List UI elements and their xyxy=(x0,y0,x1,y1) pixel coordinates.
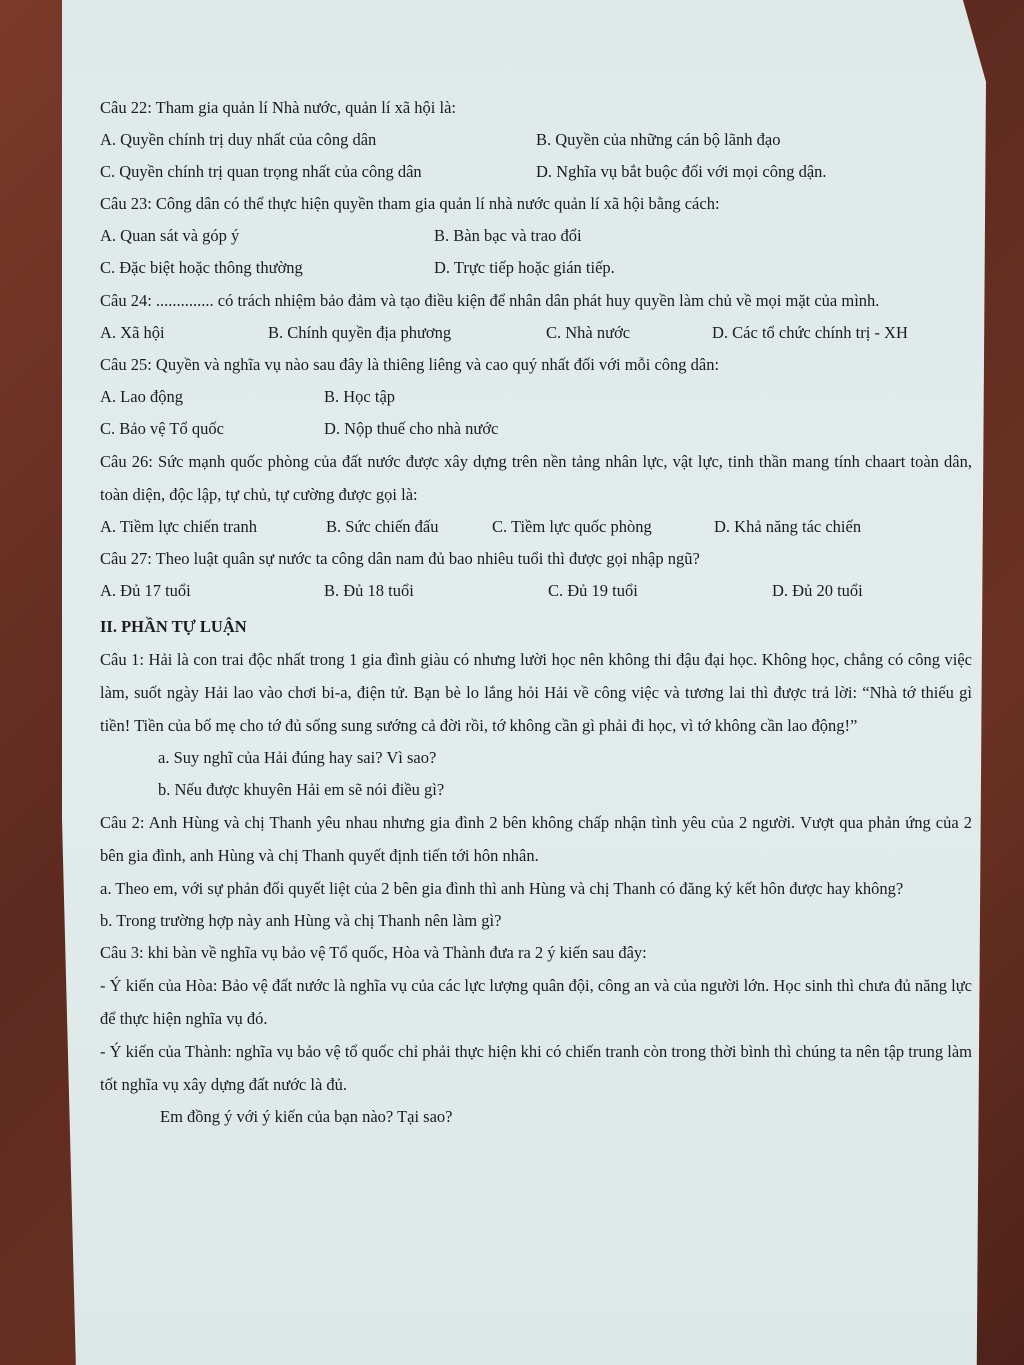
q26-option-b: B. Sức chiến đấu xyxy=(326,517,439,536)
q23-options-row-1 xyxy=(100,220,972,252)
question-26: Câu 26: Sức mạnh quốc phòng của đất nước được xây dựng trên nền tảng nhân lực, vật lực, tinh thần mang tính chaart toàn dân, toàn diện, độc lập, tự chủ, tự cường được gọi là: xyxy=(100,452,972,504)
question-24: Câu 24: .............. có trách nhiệm bảo đảm và tạo điều kiện để nhân dân phát huy quyền làm chủ về mọi mặt của mình. xyxy=(100,291,880,310)
question-27: Câu 27: Theo luật quân sự nước ta công dân nam đủ bao nhiêu tuổi thì được gọi nhập ngũ? xyxy=(100,549,700,568)
essay-question-3: Câu 3: khi bàn về nghĩa vụ bảo vệ Tổ quốc, Hòa và Thành đưa ra 2 ý kiến sau đây: xyxy=(100,943,647,962)
q22-option-c: C. Quyền chính trị quan trọng nhất của công dân xyxy=(100,162,422,181)
q27-option-d: D. Đủ 20 tuổi xyxy=(772,581,863,600)
section-title: II. PHẦN TỰ LUẬN xyxy=(100,617,247,636)
q23-options-row-2 xyxy=(100,252,972,284)
q27-option-c: C. Đủ 19 tuổi xyxy=(548,581,638,600)
essay3-opinion-thanh: - Ý kiến của Thành: nghĩa vụ bảo vệ tổ quốc chỉ phải thực hiện khi có chiến tranh còn trong thời bình thì chúng ta nên tập trung làm tốt nghĩa vụ xây dựng đất nước là đủ. xyxy=(100,1042,972,1094)
q23-option-a: A. Quan sát và góp ý xyxy=(100,226,240,245)
q26-option-c: C. Tiềm lực quốc phòng xyxy=(492,517,652,536)
q26-option-a: A. Tiềm lực chiến tranh xyxy=(100,517,257,536)
q24-options-row xyxy=(100,317,972,349)
q26-option-d: D. Khả năng tác chiến xyxy=(714,517,862,536)
q24-option-b: B. Chính quyền địa phương xyxy=(268,323,452,342)
q22-option-d: D. Nghĩa vụ bắt buộc đối với mọi công dận. xyxy=(536,162,827,181)
essay2-part-b: b. Trong trường hợp này anh Hùng và chị Thanh nên làm gì? xyxy=(100,911,502,930)
q24-option-a: A. Xã hội xyxy=(100,323,165,342)
q22-option-a: A. Quyền chính trị duy nhất của công dân xyxy=(100,130,377,149)
question-25: Câu 25: Quyền và nghĩa vụ nào sau đây là thiêng liêng và cao quý nhất đối với mỗi công dân: xyxy=(100,355,720,374)
essay-question-2: Câu 2: Anh Hùng và chị Thanh yêu nhau nhưng gia đình 2 bên không chấp nhận tình yêu của 2 người. Vượt qua phản ứng của 2 bên gia đình, anh Hùng và chị Thanh quyết định tiến tới hôn nhân. xyxy=(100,813,972,865)
question-23: Câu 23: Công dân có thể thực hiện quyền tham gia quản lí nhà nước quản lí xã hội bằng cách: xyxy=(100,194,720,213)
q27-options-row xyxy=(100,575,972,607)
q23-option-c: C. Đặc biệt hoặc thông thường xyxy=(100,258,303,277)
q25-options-row-2 xyxy=(100,413,972,445)
q25-option-c: C. Bảo vệ Tổ quốc xyxy=(100,419,224,438)
q27-option-a: A. Đủ 17 tuổi xyxy=(100,581,191,600)
essay3-opinion-hoa: - Ý kiến của Hòa: Bảo vệ đất nước là nghĩa vụ của các lực lượng quân đội, công an và của người lớn. Học sinh thì chưa đủ năng lực để thực hiện nghĩa vụ đó. xyxy=(100,976,972,1028)
essay-question-1: Câu 1: Hải là con trai độc nhất trong 1 gia đình giàu có nhưng lười học nên không thi đậu đại học. Không học, chẳng có công việc làm, suốt ngày Hải lao vào chơi bi-a, điện tử. Bạn bè lo lắng hỏi Hải về công việc và tương lai thì được trả lời: “Nhà tớ thiếu gì tiền! Tiền của bố mẹ cho tớ đủ sống sung sướng cả đời rồi, tớ không cần gì phải đi học, vì tớ không cần lao động!” xyxy=(100,650,972,735)
q22-options-row-1 xyxy=(100,124,972,156)
q25-options-row-1 xyxy=(100,381,972,413)
q24-option-d: D. Các tổ chức chính trị - XH xyxy=(712,323,908,342)
q26-options-row xyxy=(100,511,972,543)
q22-option-b: B. Quyền của những cán bộ lãnh đạo xyxy=(536,130,781,149)
q25-option-b: B. Học tập xyxy=(324,387,396,406)
essay3-question: Em đồng ý với ý kiến của bạn nào? Tại sao? xyxy=(160,1107,453,1126)
essay1-part-a: a. Suy nghĩ của Hải đúng hay sai? Vì sao? xyxy=(158,748,437,767)
question-22: Câu 22: Tham gia quản lí Nhà nước, quản lí xã hội là: xyxy=(100,98,456,117)
q22-options-row-2 xyxy=(100,156,972,188)
essay1-part-b: b. Nếu được khuyên Hải em sẽ nói điều gì? xyxy=(158,780,445,799)
q24-option-c: C. Nhà nước xyxy=(546,323,631,342)
q23-option-d: D. Trực tiếp hoặc gián tiếp. xyxy=(434,258,615,277)
q25-option-d: D. Nộp thuế cho nhà nước xyxy=(324,419,499,438)
q25-option-a: A. Lao động xyxy=(100,387,183,406)
q27-option-b: B. Đủ 18 tuổi xyxy=(324,581,414,600)
essay2-part-a: a. Theo em, với sự phản đối quyết liệt của 2 bên gia đình thì anh Hùng và chị Thanh có đăng ký kết hôn được hay không? xyxy=(100,879,904,898)
exam-content xyxy=(100,92,972,1133)
q23-option-b: B. Bàn bạc và trao đổi xyxy=(434,226,582,245)
